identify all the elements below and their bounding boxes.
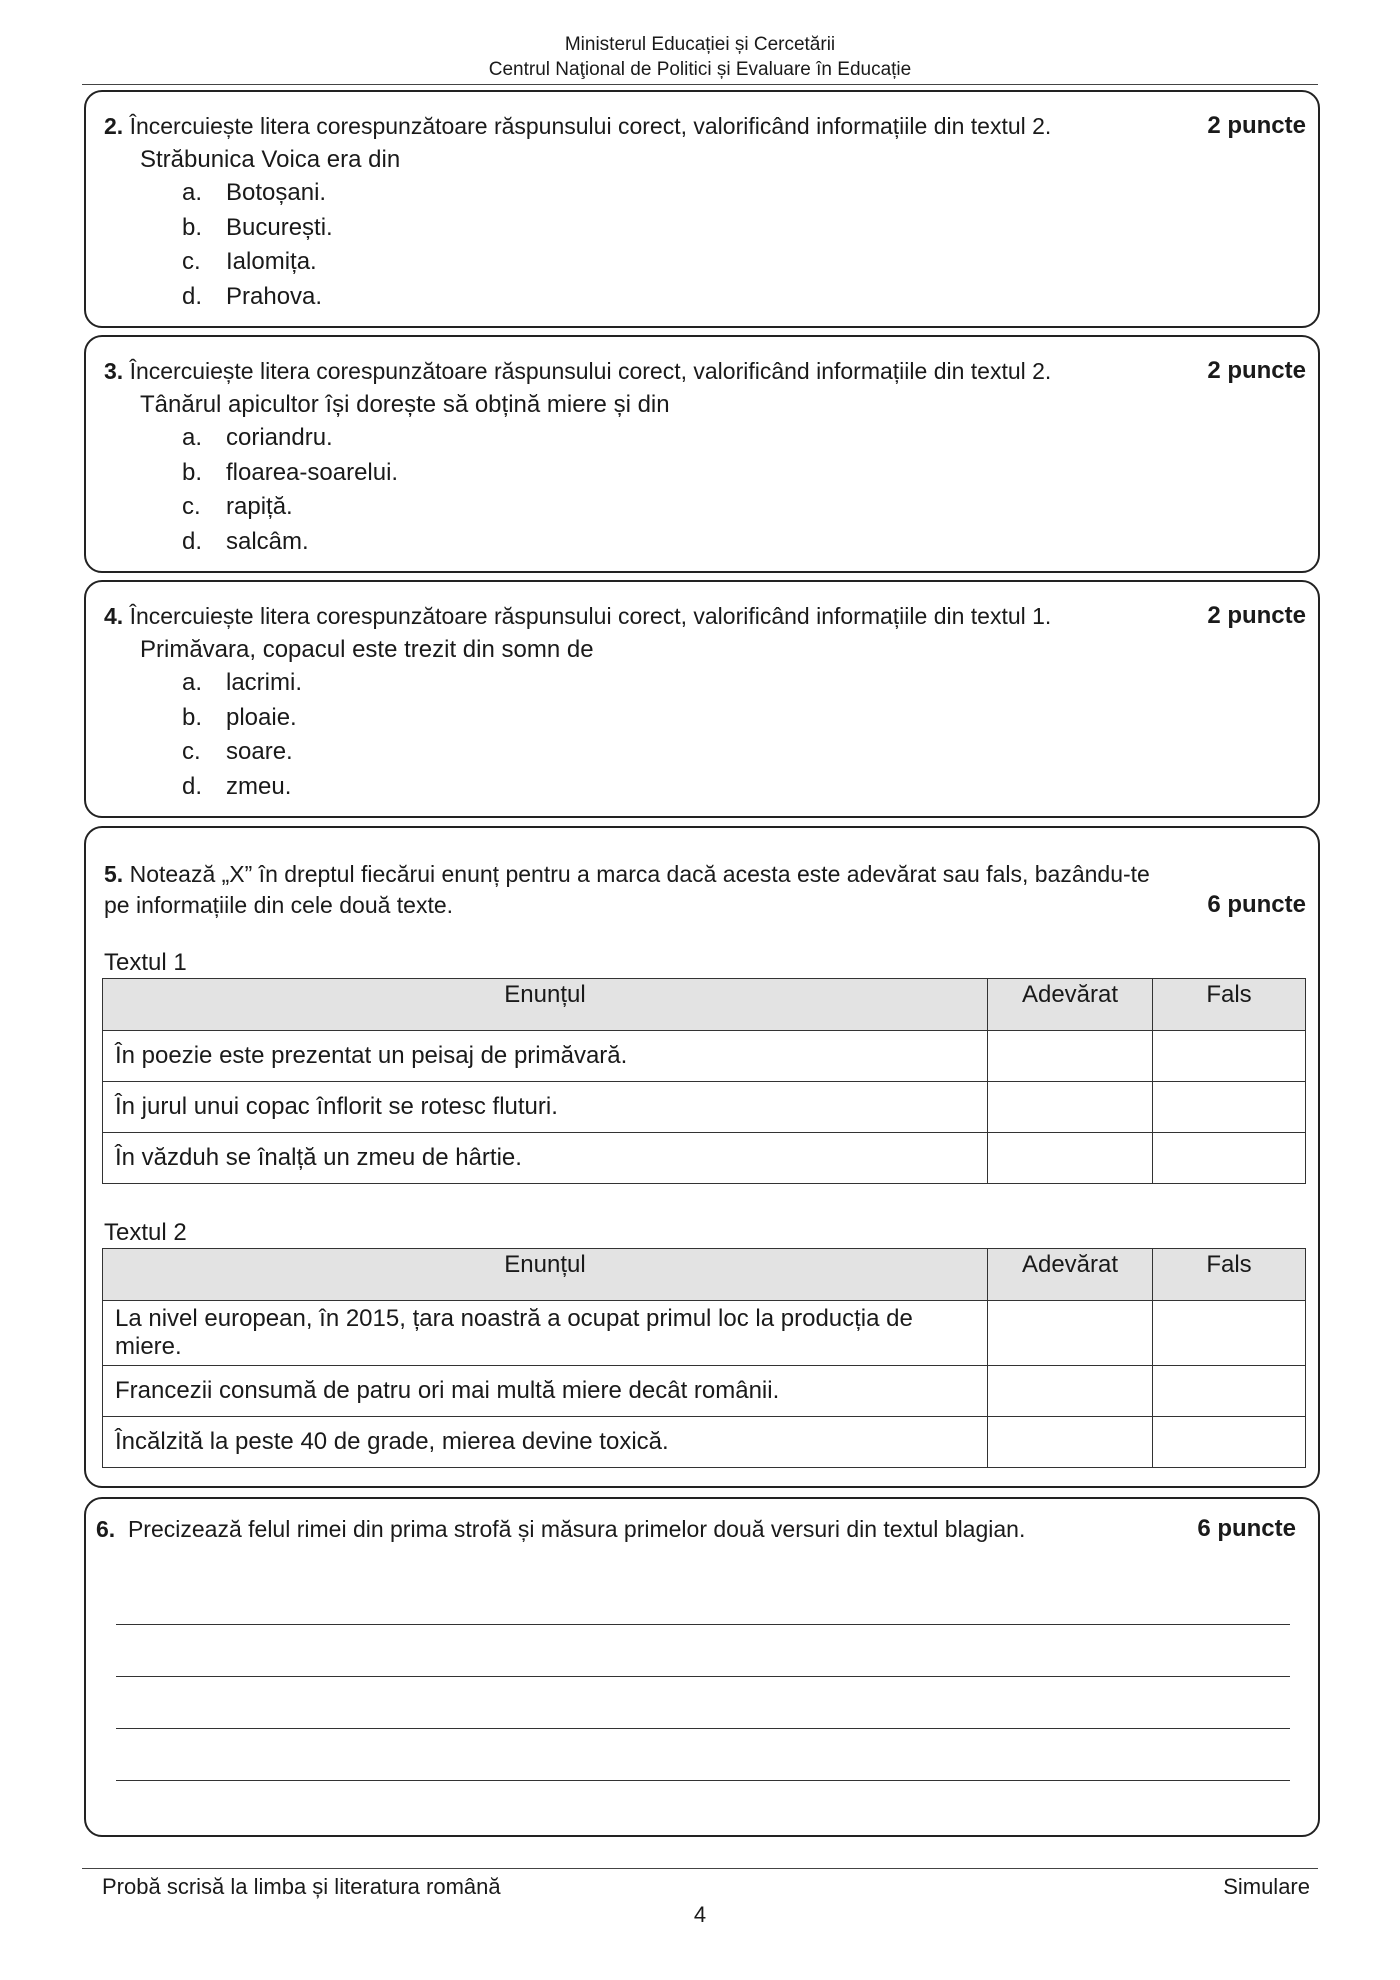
header-center: Centrul Naţional de Politici și Evaluare în Educație [488, 59, 912, 80]
true-answer-cell[interactable] [988, 1133, 1153, 1184]
question-4-points: 2 puncte [1207, 602, 1306, 629]
header-ministry: Ministerul Educației și Cercetării [564, 34, 836, 55]
question-2-options [182, 176, 333, 314]
question-6-points: 6 puncte [1197, 1515, 1296, 1542]
true-false-table-text1 [102, 978, 1306, 1184]
text1-label: Textul 1 [104, 949, 187, 976]
question-6-box [84, 1497, 1320, 1837]
table-row [103, 1082, 1306, 1133]
question-2-stem: Străbunica Voica era din [140, 146, 401, 173]
option-a[interactable]: a. lacrimi. [182, 669, 302, 696]
table-row [103, 1366, 1306, 1417]
option-b[interactable]: b. floarea-soarelui. [182, 458, 399, 486]
answer-line[interactable] [116, 1624, 1290, 1625]
question-3-options [182, 421, 398, 559]
true-answer-cell[interactable] [988, 1366, 1153, 1417]
statement-cell: În poezie este prezentat un peisaj de primăvară. [103, 1031, 988, 1082]
question-number: 5. [104, 861, 124, 887]
option-c[interactable]: c. rapiță. [182, 493, 293, 520]
question-5-points: 6 puncte [1207, 891, 1306, 918]
statement-cell: La nivel european, în 2015, țara noastră a ocupat primul loc la producția de miere. [103, 1301, 988, 1366]
true-false-table-text2 [102, 1248, 1306, 1468]
column-header-true: Adevărat [988, 1249, 1153, 1301]
option-c[interactable]: c. Ialomița. [182, 248, 317, 275]
column-header-false: Fals [1153, 1249, 1306, 1301]
true-answer-cell[interactable] [988, 1417, 1153, 1468]
option-d[interactable]: d. salcâm. [182, 527, 309, 555]
question-5-instruction: 5. Notează „X” în dreptul fiecărui enunț pentru a marca dacă acesta este adevărat sau fals, bazându-te [104, 861, 1150, 887]
question-3-points: 2 puncte [1207, 357, 1306, 384]
footer-exam-name: Probă scrisă la limba și literatura română [102, 1874, 501, 1899]
question-2-box [84, 90, 1320, 328]
answer-line[interactable] [116, 1676, 1290, 1677]
answer-line[interactable] [116, 1780, 1290, 1781]
question-4-instruction: 4. Încercuiește litera corespunzătoare răspunsului corect, valorificând informațiile din textul 1. [104, 603, 1052, 629]
question-5-instruction-cont: pe informațiile din cele două texte. [104, 892, 454, 918]
page-header [0, 32, 1400, 82]
answer-line[interactable] [116, 1728, 1290, 1729]
table-row [103, 1031, 1306, 1082]
false-answer-cell[interactable] [1153, 1417, 1306, 1468]
column-header-false: Fals [1153, 979, 1306, 1031]
question-number: 6. [96, 1516, 116, 1542]
column-header-true: Adevărat [988, 979, 1153, 1031]
option-b[interactable]: b. București. [182, 213, 333, 241]
question-number: 3. [104, 358, 124, 384]
column-header-statement: Enunțul [103, 979, 988, 1031]
statement-cell: În văzduh se înalță un zmeu de hârtie. [103, 1133, 988, 1184]
true-answer-cell[interactable] [988, 1301, 1153, 1366]
question-2-instruction: 2. Încercuiește litera corespunzătoare răspunsului corect, valorificând informațiile din textul 2. [104, 113, 1052, 139]
question-number: 2. [104, 113, 124, 139]
table-row [103, 1301, 1306, 1366]
page-number: 4 [693, 1902, 707, 1927]
false-answer-cell[interactable] [1153, 1301, 1306, 1366]
option-d[interactable]: d. Prahova. [182, 282, 323, 310]
option-a[interactable]: a. Botoșani. [182, 179, 327, 206]
table-row [103, 1417, 1306, 1468]
table-row [103, 1133, 1306, 1184]
question-5-box [84, 826, 1320, 1488]
false-answer-cell[interactable] [1153, 1133, 1306, 1184]
question-2-points: 2 puncte [1207, 112, 1306, 139]
question-4-box [84, 580, 1320, 818]
question-number: 4. [104, 603, 124, 629]
footer-divider [82, 1868, 1318, 1869]
column-header-statement: Enunțul [103, 1249, 988, 1301]
false-answer-cell[interactable] [1153, 1366, 1306, 1417]
statement-cell: Francezii consumă de patru ori mai multă miere decât românii. [103, 1366, 988, 1417]
header-divider [82, 84, 1318, 85]
statement-cell: Încălzită la peste 40 de grade, mierea devine toxică. [103, 1417, 988, 1468]
text2-label: Textul 2 [104, 1219, 187, 1246]
question-3-instruction: 3. Încercuiește litera corespunzătoare răspunsului corect, valorificând informațiile din textul 2. [104, 358, 1052, 384]
question-6-instruction: 6. Precizează felul rimei din prima strofă și măsura primelor două versuri din textul blagian. [96, 1516, 1026, 1542]
option-d[interactable]: d. zmeu. [182, 772, 292, 800]
true-answer-cell[interactable] [988, 1031, 1153, 1082]
question-3-stem: Tânărul apicultor își dorește să obțină miere și din [140, 391, 670, 418]
true-answer-cell[interactable] [988, 1082, 1153, 1133]
false-answer-cell[interactable] [1153, 1082, 1306, 1133]
question-4-stem: Primăvara, copacul este trezit din somn de [140, 636, 594, 663]
option-a[interactable]: a. coriandru. [182, 424, 333, 451]
question-3-box [84, 335, 1320, 573]
option-b[interactable]: b. ploaie. [182, 703, 297, 731]
false-answer-cell[interactable] [1153, 1031, 1306, 1082]
footer-exam-type: Simulare [1223, 1874, 1310, 1899]
statement-cell: În jurul unui copac înflorit se rotesc fluturi. [103, 1082, 988, 1133]
option-c[interactable]: c. soare. [182, 738, 293, 765]
question-4-options [182, 666, 302, 804]
